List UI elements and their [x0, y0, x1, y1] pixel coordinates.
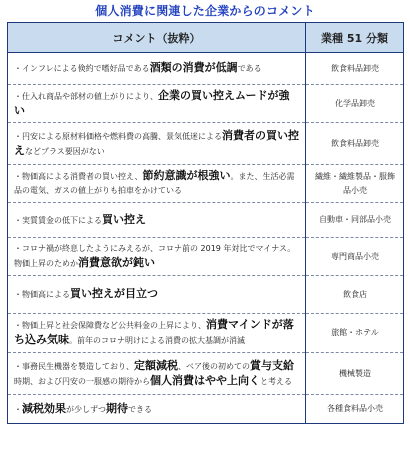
comment-cell	[8, 53, 306, 85]
comment-text: できる	[128, 404, 152, 414]
comment-text: ・仕入れ商品や部材の値上がりにより、	[14, 91, 158, 101]
comment-text: ・インフレによる倹約で嗜好品である	[14, 64, 150, 73]
comment-text: ・	[14, 404, 22, 414]
industry-cell: 化学品卸売	[306, 85, 404, 123]
emphasis-text: 賞与支給	[250, 358, 294, 372]
table-row	[8, 395, 404, 424]
table-row	[8, 314, 404, 353]
comment-cell	[8, 314, 306, 353]
comment-cell	[8, 85, 306, 123]
comment-text: ・実質賃金の低下による	[14, 215, 102, 225]
emphasis-text: 個人消費はやや上向く	[150, 373, 260, 387]
comment-cell	[8, 238, 306, 276]
industry-cell: 機械製造	[306, 353, 404, 395]
comment-text: ・事務民生機器を製造しており、	[14, 361, 134, 371]
table-row	[8, 203, 404, 238]
comment-text: ・コロナ禍が終息したようにみえるが、コロナ前の 2019 年対比でマイナス。物価上昇のためか	[14, 244, 296, 268]
table-row	[8, 53, 404, 85]
emphasis-text: 消費者の買い控え	[14, 128, 299, 157]
comment-cell	[8, 203, 306, 238]
table-header-row	[8, 23, 404, 53]
emphasis-text: 買い控えが目立つ	[70, 287, 158, 300]
emphasis-text: 定額減税	[134, 358, 178, 372]
comment-text: などプラス要因がない	[25, 146, 105, 156]
comment-text: 。また、生活必需品の電気、ガスの値上がりも拍車をかけている	[14, 172, 295, 195]
comment-cell	[8, 276, 306, 314]
emphasis-text: 減税効果	[22, 401, 66, 415]
page-title: 個人消費に関連した企業からのコメント	[95, 4, 315, 18]
emphasis-text: 期待	[106, 401, 128, 415]
comment-text: と考える	[260, 376, 292, 386]
industry-cell: 飲食店	[306, 276, 404, 314]
comment-cell	[8, 165, 306, 203]
table-row	[8, 123, 404, 165]
comment-text: が少しずつ	[66, 404, 106, 414]
emphasis-text: 酒類の消費が低調	[149, 61, 238, 74]
comment-cell	[8, 395, 306, 424]
industry-cell: 繊維・繊維製品・服飾品小売	[306, 165, 404, 203]
comments-table	[7, 22, 404, 424]
comment-text: 、ベア後の初めての	[178, 361, 250, 371]
industry-cell: 専門商品小売	[306, 238, 404, 276]
comment-text: ・物価高による	[14, 290, 70, 299]
comment-text: ・物価高による消費者の買い控え、	[14, 172, 143, 181]
table-body	[8, 53, 404, 424]
industry-cell: 各種食料品小売	[306, 395, 404, 424]
table-row	[8, 165, 404, 203]
industry-cell: 旅館・ホテル	[306, 314, 404, 353]
comment-column-header: コメント（抜粋）	[8, 23, 306, 53]
comment-cell	[8, 123, 306, 165]
industry-cell: 飲食料品卸売	[306, 53, 404, 85]
emphasis-text: 企業の買い控えムードが強い	[14, 88, 290, 117]
table-row	[8, 353, 404, 395]
comment-text: 。前年のコロナ明けによる消費の拡大基調が消滅	[69, 336, 245, 345]
industry-cell: 飲食料品卸売	[306, 123, 404, 165]
comment-text: ・円安による原材料価格や燃料費の高騰、景気低迷による	[14, 131, 222, 141]
comment-text: ・物価上昇と社会保障費など公共料金の上昇により、	[14, 321, 206, 330]
comment-cell	[8, 353, 306, 395]
comment-text: である	[237, 64, 262, 73]
industry-column-header: 業種 51 分類	[306, 23, 404, 53]
comment-text: 時期、および円安の一服感の期待から	[14, 376, 150, 386]
emphasis-text: 買い控え	[102, 212, 146, 226]
table-row	[8, 276, 404, 314]
emphasis-text: 節約意識が根強い	[142, 169, 231, 182]
emphasis-text: 消費意欲が鈍い	[78, 256, 155, 269]
emphasis-text: 消費マインドが落ち込み気味	[14, 318, 294, 346]
table-row	[8, 238, 404, 276]
table-row	[8, 85, 404, 123]
industry-cell: 自動車・同部品小売	[306, 203, 404, 238]
